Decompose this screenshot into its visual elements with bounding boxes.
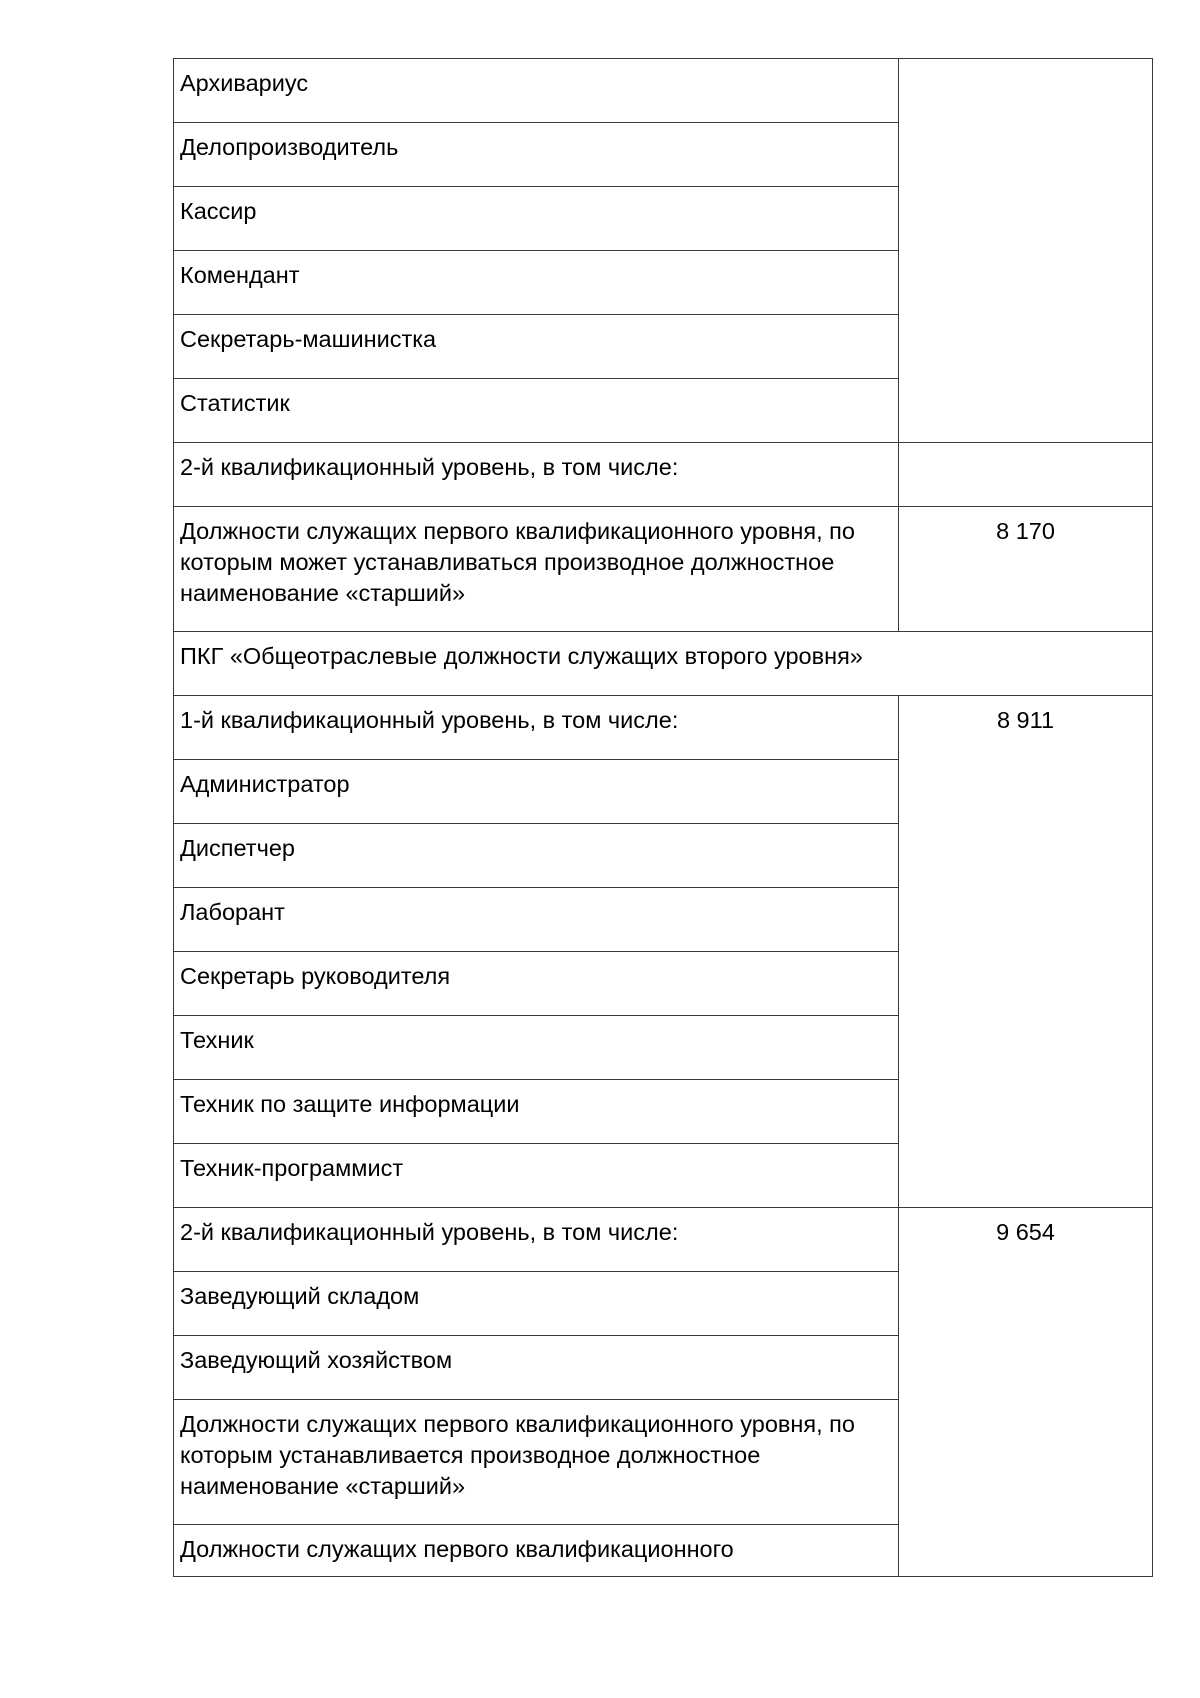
- position-cell: Секретарь-машинистка: [174, 315, 899, 379]
- position-cell: Должности служащих первого квалификационного уровня, по которым устанавливается производное должностное наименование «старший»: [174, 1400, 899, 1525]
- salary-cell: [899, 59, 1153, 443]
- level-heading-cell: 1-й квалификационный уровень, в том числе:: [174, 696, 899, 760]
- position-cell: Заведующий складом: [174, 1272, 899, 1336]
- position-cell: Лаборант: [174, 888, 899, 952]
- table-row: [174, 1208, 1153, 1272]
- position-cell: Комендант: [174, 251, 899, 315]
- salary-cell: [899, 443, 1153, 507]
- position-cell: Кассир: [174, 187, 899, 251]
- position-cell: Техник: [174, 1016, 899, 1080]
- table-row: [174, 59, 1153, 123]
- position-cell: Заведующий хозяйством: [174, 1336, 899, 1400]
- table-row: [174, 443, 1153, 507]
- table-row: [174, 507, 1153, 632]
- position-cell: Делопроизводитель: [174, 123, 899, 187]
- group-heading-cell: ПКГ «Общеотраслевые должности служащих второго уровня»: [174, 632, 1153, 696]
- position-cell: Диспетчер: [174, 824, 899, 888]
- position-cell: Техник-программист: [174, 1144, 899, 1208]
- position-cell: Администратор: [174, 760, 899, 824]
- level-heading-cell: 2-й квалификационный уровень, в том числе:: [174, 443, 899, 507]
- position-cell: Должности служащих первого квалификационного: [174, 1525, 899, 1577]
- salary-value: 8 170: [899, 507, 1153, 632]
- position-cell: Секретарь руководителя: [174, 952, 899, 1016]
- position-cell: Должности служащих первого квалификационного уровня, по которым может устанавливаться производное должностное наименование «старший»: [174, 507, 899, 632]
- level-heading-cell: 2-й квалификационный уровень, в том числе:: [174, 1208, 899, 1272]
- salary-table: [173, 58, 1153, 1577]
- table-row: [174, 696, 1153, 760]
- salary-value: 9 654: [899, 1208, 1153, 1577]
- salary-value: 8 911: [899, 696, 1153, 1208]
- table-row: [174, 632, 1153, 696]
- position-cell: Статистик: [174, 379, 899, 443]
- position-cell: Архивариус: [174, 59, 899, 123]
- position-cell: Техник по защите информации: [174, 1080, 899, 1144]
